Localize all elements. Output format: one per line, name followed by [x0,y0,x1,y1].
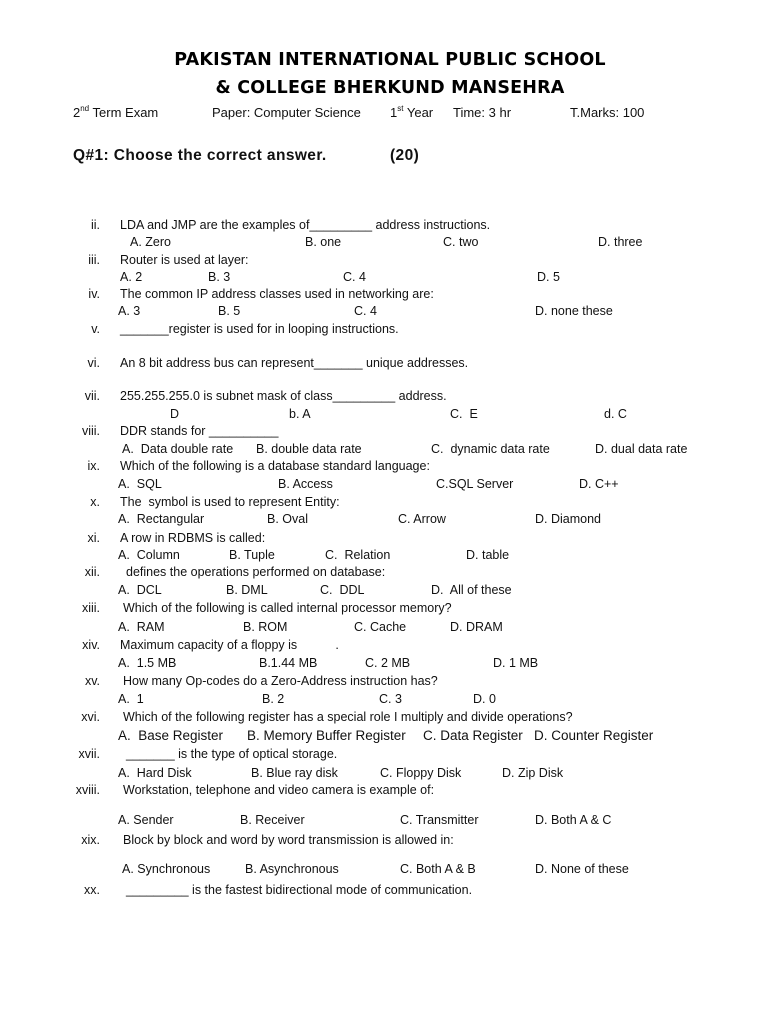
options-vii [0,406,768,422]
option-b: b. A [289,407,311,421]
question-vii [0,388,768,404]
question-number: xiii. [81,601,100,615]
option-c: C. Floppy Disk [380,766,462,780]
options-ix [0,476,768,492]
question-text: _______register is used for in looping instructions. [120,322,399,336]
question-number: iii. [88,253,100,267]
question-number: x. [90,495,100,509]
question-xx [0,882,768,898]
option-b: B. Receiver [240,813,305,827]
options-xv [0,691,768,707]
year-label [390,105,433,121]
option-d: D. 5 [537,270,560,284]
option-b: B. 2 [262,692,285,706]
question-number: xiv. [82,638,100,652]
school-name-line1: PAKISTAN INTERNATIONAL PUBLIC SCHOOL [174,50,606,70]
option-a: A. Base Register [118,728,224,743]
option-b: B. 5 [218,304,241,318]
question-viii [0,423,768,439]
option-b: B. Tuple [229,548,275,562]
options-x [0,511,768,527]
option-a: A. 3 [118,304,141,318]
option-d: D. Diamond [535,512,601,526]
year-text: Year [406,105,434,120]
term-number: 2 [73,105,81,120]
question-number: vii. [84,389,100,403]
question-text: The common IP address classes used in networking are: [120,287,434,301]
option-b: B. Access [278,477,333,491]
option-d: D. None of these [535,862,629,876]
question-xv [0,673,768,689]
question-number: xx. [84,883,100,897]
options-ii [0,234,768,250]
option-c: C. 2 MB [365,656,411,670]
option-b: B. DML [226,583,268,597]
option-a: A. 1.5 MB [118,656,177,670]
paper-label: Paper: Computer Science [212,105,361,120]
section-marks: (20) [390,147,420,164]
question-xvii [0,746,768,762]
term-label [73,105,158,121]
question-number: vi. [87,356,100,370]
option-c: C. Relation [325,548,391,562]
school-name-line2: & COLLEGE BHERKUND MANSEHRA [215,78,565,98]
option-d: D. Zip Disk [502,766,564,780]
question-text: Which of the following register has a special role I multiply and divide operations? [123,710,573,724]
options-xiii [0,619,768,635]
option-a: D [170,407,180,421]
option-c: C. Transmitter [400,813,479,827]
option-d: D. DRAM [450,620,503,634]
total-marks-label: T.Marks: 100 [570,105,645,120]
option-b: B. ROM [243,620,288,634]
question-text: _________ is the fastest bidirectional mode of communication. [126,883,473,897]
option-d: D. 1 MB [493,656,539,670]
section-title: Q#1: Choose the correct answer. [73,147,327,164]
year-number: 1 [390,105,398,120]
option-b: B. Blue ray disk [251,766,338,780]
options-iv [0,303,768,319]
question-xiv [0,637,768,653]
question-number: iv. [88,287,100,301]
question-text: Block by block and word by word transmission is allowed in: [123,833,454,847]
question-text: A row in RDBMS is called: [120,531,266,545]
question-text: Workstation, telephone and video camera is example of: [123,783,435,797]
option-a: A. 2 [120,270,143,284]
time-label: Time: 3 hr [453,105,512,120]
option-d: D. 0 [473,692,496,706]
question-xii [0,564,768,580]
question-text: Which of the following is called internal processor memory? [123,601,452,615]
question-ii [0,217,768,233]
question-number: ii. [90,218,100,232]
option-d: D. Counter Register [534,728,654,743]
option-c: C. two [443,235,479,249]
question-v [0,321,768,337]
question-text: DDR stands for __________ [120,424,279,438]
question-number: xvii. [78,747,100,761]
option-a: A. Column [118,548,180,562]
question-number: xii. [84,565,100,579]
option-b: B. Oval [267,512,308,526]
option-b: B. one [305,235,342,249]
question-number: xv. [84,674,100,688]
option-c: C. 3 [379,692,402,706]
option-d: D. none these [535,304,613,318]
options-xii [0,582,768,598]
question-text: Router is used at layer: [120,253,249,267]
option-d: D. table [466,548,510,562]
options-xvi [0,728,768,744]
option-b: B. double data rate [256,442,362,456]
options-iii [0,269,768,285]
term-text: Term Exam [92,105,159,120]
options-xvii [0,765,768,781]
question-text: _______ is the type of optical storage. [126,747,338,761]
question-text: Maximum capacity of a floppy is . [120,638,339,652]
option-c: C. Data Register [423,728,523,743]
year-suffix: st [397,104,404,113]
option-c: C. dynamic data rate [431,442,550,456]
option-a: A. DCL [118,583,162,597]
option-a: A. 1 [118,692,144,706]
option-d: D. C++ [579,477,619,491]
option-c: C.SQL Server [436,477,514,491]
question-number: xviii. [75,783,100,797]
question-text: defines the operations performed on database: [126,565,386,579]
option-c: C. Cache [354,620,407,634]
option-d: D. dual data rate [595,442,688,456]
question-number: ix. [87,459,100,473]
term-suffix: nd [80,104,90,113]
option-a: A. Zero [130,235,171,249]
question-text: Which of the following is a database standard language: [120,459,430,473]
question-text: 255.255.255.0 is subnet mask of class_________ address. [120,389,447,403]
option-d: D. Both A & C [535,813,612,827]
options-xix [0,861,768,877]
option-b: B.1.44 MB [259,656,318,670]
question-number: xi. [87,531,100,545]
options-xi [0,547,768,563]
question-number: v. [91,322,100,336]
option-c: C. E [450,407,478,421]
option-a: A. Hard Disk [118,766,192,780]
option-a: A. Sender [118,813,174,827]
question-iii [0,252,768,268]
question-text: An 8 bit address bus can represent_______ unique addresses. [120,356,469,370]
option-a: A. RAM [118,620,165,634]
option-d: D. All of these [431,583,512,597]
question-text: LDA and JMP are the examples of_________ address instructions. [120,218,491,232]
question-text: The symbol is used to represent Entity: [120,495,340,509]
question-ix [0,458,768,474]
question-xi [0,530,768,546]
option-a: A. Rectangular [118,512,205,526]
option-a: A. Synchronous [122,862,211,876]
question-iv [0,286,768,302]
option-d: d. C [604,407,627,421]
question-x [0,494,768,510]
option-b: B. 3 [208,270,231,284]
option-c: C. Arrow [398,512,446,526]
question-vi [0,355,768,371]
question-xiii [0,600,768,616]
question-xviii [0,782,768,798]
question-number: xix. [81,833,100,847]
option-d: D. three [598,235,643,249]
question-text: How many Op-codes do a Zero-Address instruction has? [123,674,438,688]
option-c: C. 4 [354,304,377,318]
question-number: xvi. [81,710,100,724]
options-viii [0,441,768,457]
option-b: B. Asynchronous [245,862,339,876]
options-xviii [0,812,768,828]
question-number: viii. [81,424,100,438]
option-c: C. 4 [343,270,366,284]
option-c: C. DDL [320,583,365,597]
option-a: A. Data double rate [122,442,234,456]
options-xiv [0,655,768,671]
option-b: B. Memory Buffer Register [247,728,406,743]
question-xvi [0,709,768,725]
question-xix [0,832,768,848]
option-c: C. Both A & B [400,862,476,876]
option-a: A. SQL [118,477,162,491]
